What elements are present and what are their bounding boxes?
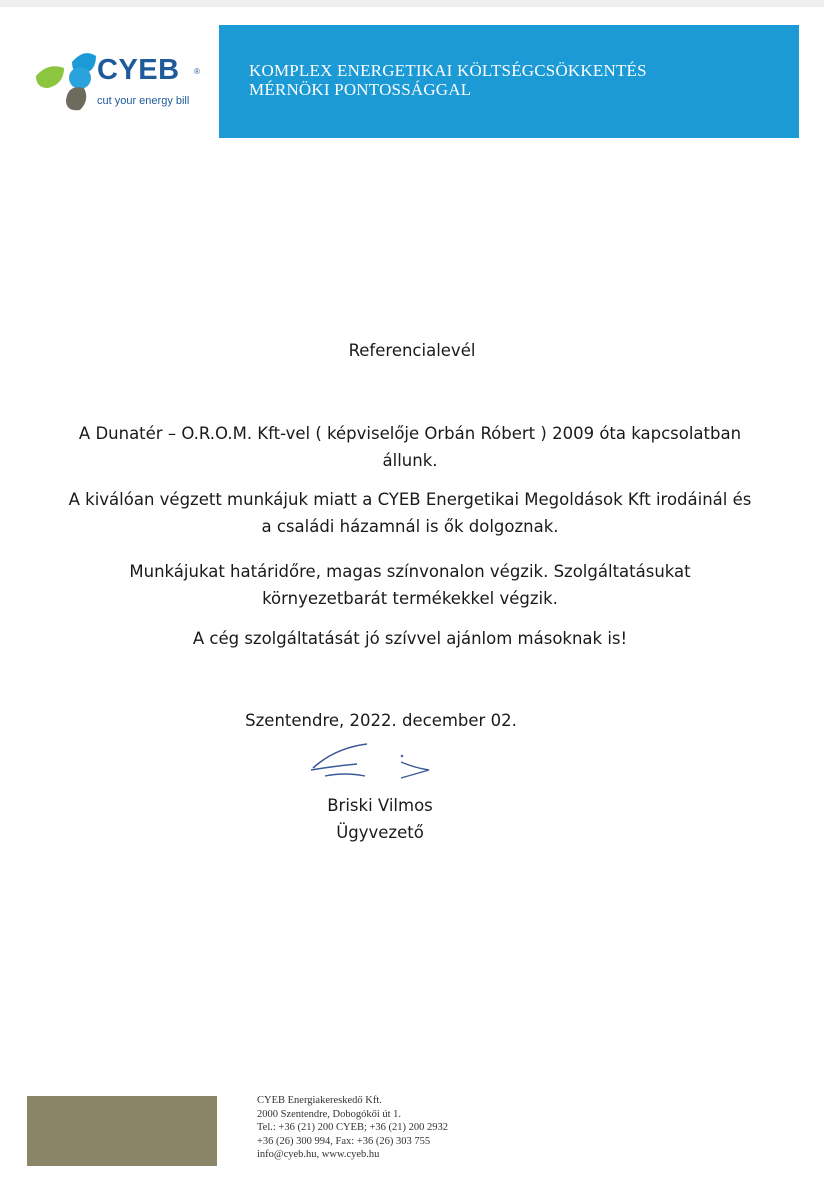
place-date: Szentendre, 2022. december 02. <box>245 711 517 730</box>
footer-address: 2000 Szentendre, Dobogókői út 1. <box>257 1108 402 1120</box>
footer-stamp <box>27 1096 217 1166</box>
paragraph-3-line-1: Munkájukat határidőre, magas színvonalon végzik. Szolgáltatásukat <box>129 562 691 581</box>
paragraph-4 <box>60 625 760 652</box>
footer-phone-1: Tel.: +36 (21) 200 CYEB; +36 (21) 200 2932 <box>257 1122 449 1133</box>
logo-wordmark: CYEB <box>97 54 180 86</box>
signer-title: Ügyvezető <box>336 823 424 842</box>
footer-phone-2: +36 (26) 300 994, Fax: +36 (26) 303 755 <box>257 1135 431 1147</box>
banner-line-1: KOMPLEX ENERGETIKAI KÖLTSÉGCSÖKKENTÉS <box>249 61 647 80</box>
paragraph-4-line-1: A cég szolgáltatását jó szívvel ajánlom másoknak is! <box>192 629 628 648</box>
banner-text <box>249 61 647 99</box>
letter-title: Referencialevél <box>348 341 476 360</box>
footer-contact <box>257 1094 448 1162</box>
cyeb-logo <box>30 44 220 120</box>
paragraph-3 <box>60 558 760 612</box>
footer-web: info@cyeb.hu, www.cyeb.hu <box>257 1149 380 1160</box>
header-banner <box>219 25 799 138</box>
paragraph-1 <box>60 420 760 474</box>
paragraph-1-line-1: A Dunatér – O.R.O.M. Kft-vel ( képviselője Orbán Róbert ) 2009 óta kapcsolatban <box>78 424 742 443</box>
scan-edge <box>0 0 824 7</box>
paragraph-1-line-2: állunk. <box>382 451 438 470</box>
footer-company: CYEB Energiakereskedő Kft. <box>257 1095 382 1106</box>
paragraph-2 <box>60 486 760 540</box>
logo-registered-mark: ® <box>194 67 200 76</box>
logo-tagline: cut your energy bill <box>97 95 190 107</box>
paragraph-2-line-2: a családi házamnál is ők dolgoznak. <box>261 517 559 536</box>
signature-icon <box>305 738 435 788</box>
paragraph-2-line-1: A kiválóan végzett munkájuk miatt a CYEB Energetikai Megoldások Kft irodáinál és <box>68 490 752 509</box>
signer-name: Briski Vilmos <box>327 796 433 815</box>
banner-line-2: MÉRNÖKI PONTOSSÁGGAL <box>249 80 472 99</box>
paragraph-3-line-2: környezetbarát termékekkel végzik. <box>262 589 558 608</box>
